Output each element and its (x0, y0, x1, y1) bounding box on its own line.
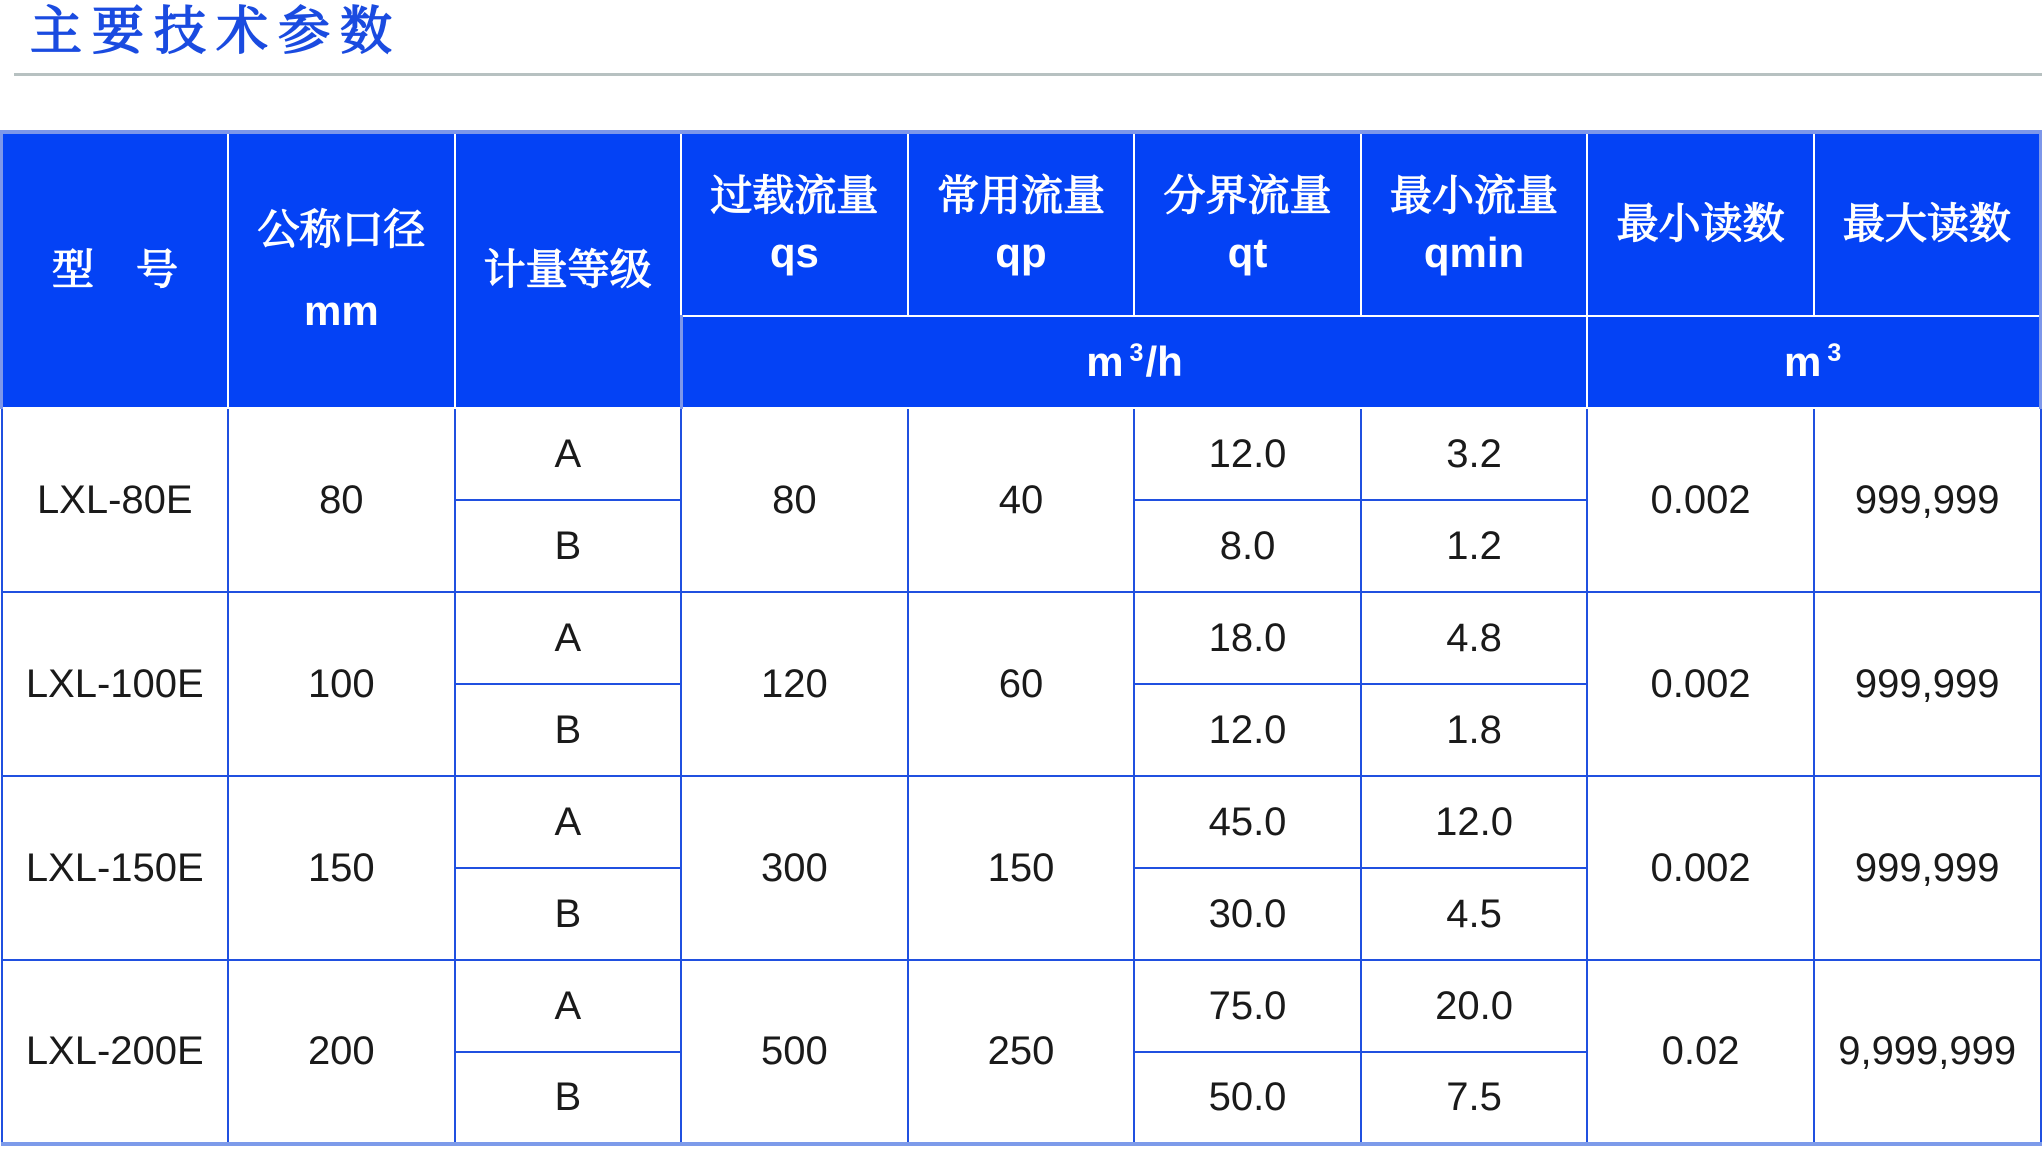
reading-unit-base: m (1784, 337, 1822, 385)
header-min-reading (1587, 132, 1814, 316)
qt-b-cell: 8.0 (1134, 500, 1361, 592)
qs-cell: 80 (681, 408, 908, 592)
header-transitional-flow (1134, 132, 1361, 316)
flow-unit-base: m (1086, 337, 1124, 385)
qt-a-cell: 45.0 (1134, 776, 1361, 868)
header-model (2, 132, 229, 408)
qp-cell: 250 (908, 960, 1135, 1144)
header-metering-class-label: 计量等级 (483, 246, 652, 294)
tech-params-table (0, 130, 2042, 1146)
diameter-cell: 100 (228, 592, 455, 776)
min-reading-cell: 0.002 (1587, 776, 1814, 960)
header-common-flow-symbol: qp (995, 228, 1047, 276)
model-cell: LXL-100E (2, 592, 229, 776)
header-flow-unit (681, 316, 1587, 408)
table-row-lxl80e-a (2, 408, 2041, 500)
diameter-cell: 200 (228, 960, 455, 1144)
table-header (2, 132, 2041, 408)
min-reading-cell: 0.002 (1587, 408, 1814, 592)
qmin-a-cell: 4.8 (1361, 592, 1588, 684)
header-min-reading-label: 最小读数 (1616, 200, 1785, 248)
max-reading-cell: 9,999,999 (1814, 960, 2041, 1144)
header-transitional-flow-label: 分界流量 (1163, 171, 1332, 219)
header-row-labels (2, 132, 2041, 316)
model-cell: LXL-80E (2, 408, 229, 592)
page-title: 主要技术参数 (30, 3, 403, 61)
diameter-cell: 150 (228, 776, 455, 960)
header-common-flow-label: 常用流量 (936, 171, 1105, 219)
diameter-cell: 80 (228, 408, 455, 592)
table-row-lxl100e-a (2, 592, 2041, 684)
qt-b-cell: 12.0 (1134, 684, 1361, 776)
max-reading-cell: 999,999 (1814, 408, 2041, 592)
qs-cell: 500 (681, 960, 908, 1144)
qs-cell: 120 (681, 592, 908, 776)
qt-a-cell: 12.0 (1134, 408, 1361, 500)
qmin-a-cell: 12.0 (1361, 776, 1588, 868)
model-cell: LXL-150E (2, 776, 229, 960)
grade-b-cell: B (455, 868, 682, 960)
header-nominal-diameter-label: 公称口径 (257, 205, 426, 253)
flow-unit-exponent: 3 (1129, 338, 1144, 367)
header-overload-flow-symbol: qs (769, 228, 819, 276)
reading-unit-exponent: 3 (1827, 338, 1842, 367)
title-underline-rule (14, 73, 2042, 76)
qmin-b-cell: 1.8 (1361, 684, 1588, 776)
header-common-flow (908, 132, 1135, 316)
flow-unit-suffix: /h (1145, 337, 1183, 385)
grade-a-cell: A (455, 592, 682, 684)
qmin-a-cell: 20.0 (1361, 960, 1588, 1052)
header-min-flow (1361, 132, 1588, 316)
grade-b-cell: B (455, 1052, 682, 1144)
table-row-lxl150e-a (2, 776, 2041, 868)
qp-cell: 40 (908, 408, 1135, 592)
header-min-flow-symbol: qmin (1423, 228, 1525, 276)
header-model-label: 型 号 (52, 246, 179, 294)
qt-a-cell: 75.0 (1134, 960, 1361, 1052)
qmin-b-cell: 4.5 (1361, 868, 1588, 960)
header-reading-unit (1587, 316, 2040, 408)
qp-cell: 150 (908, 776, 1135, 960)
min-reading-cell: 0.02 (1587, 960, 1814, 1144)
qp-cell: 60 (908, 592, 1135, 776)
model-cell: LXL-200E (2, 960, 229, 1144)
qt-b-cell: 50.0 (1134, 1052, 1361, 1144)
grade-b-cell: B (455, 684, 682, 776)
header-max-reading-label: 最大读数 (1842, 200, 2011, 248)
max-reading-cell: 999,999 (1814, 592, 2041, 776)
min-reading-cell: 0.002 (1587, 592, 1814, 776)
qs-cell: 300 (681, 776, 908, 960)
grade-a-cell: A (455, 960, 682, 1052)
grade-b-cell: B (455, 500, 682, 592)
header-min-flow-label: 最小流量 (1390, 171, 1559, 219)
header-transitional-flow-symbol: qt (1227, 228, 1268, 276)
qt-a-cell: 18.0 (1134, 592, 1361, 684)
header-overload-flow-label: 过载流量 (710, 171, 879, 219)
header-max-reading (1814, 132, 2041, 316)
table-row-lxl200e-a (2, 960, 2041, 1052)
qmin-b-cell: 1.2 (1361, 500, 1588, 592)
qt-b-cell: 30.0 (1134, 868, 1361, 960)
header-nominal-diameter (228, 132, 455, 408)
table-body (2, 408, 2041, 1144)
grade-a-cell: A (455, 408, 682, 500)
header-nominal-diameter-unit: mm (303, 286, 379, 334)
header-overload-flow (681, 132, 908, 316)
qmin-a-cell: 3.2 (1361, 408, 1588, 500)
grade-a-cell: A (455, 776, 682, 868)
qmin-b-cell: 7.5 (1361, 1052, 1588, 1144)
max-reading-cell: 999,999 (1814, 776, 2041, 960)
header-metering-class (455, 132, 682, 408)
